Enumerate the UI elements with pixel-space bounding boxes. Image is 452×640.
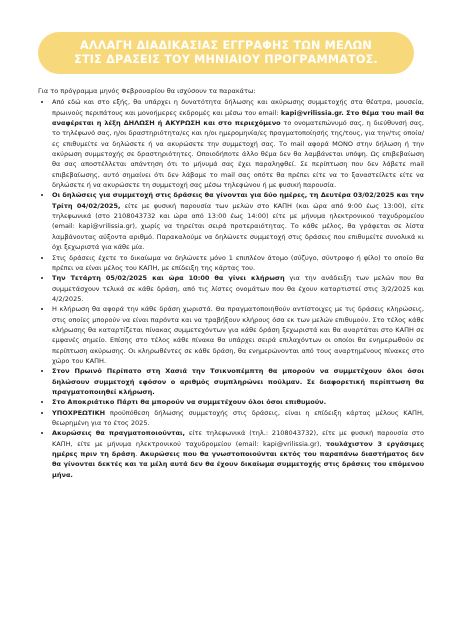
text-segment: Από εδώ και στο εξής, θα υπάρχει η δυνατότητα δήλωσης και ακύρωσης συμμετοχής στα θέατρα, μουσεία, πρωινούς περιπάτους και μονοήμερες εκδρομές και μέσω του email: <box>52 98 424 117</box>
list-item-registration-dates <box>52 190 424 252</box>
text-segment: για την ανάδειξη των μελών που θα συμμετάσχουν τελικά σε κάθε δράση, από τις λίστες ονομάτων που θα έχουν καταρτιστεί στις 3/2/2025 και 4/2/2025. <box>52 274 424 303</box>
bold-segment: Στο Αποκριάτικο Πάρτι θα μπορούν να συμμετέχουν όλοι όσοι επιθυμούν. <box>52 398 327 407</box>
bold-segment: τουλάχιστον 3 εργάσιμες ημέρες πριν τη δράση <box>52 439 425 459</box>
bold-segment: kapi@vrilissia.gr. Στο θέμα του mail θα αναφέρεται η λέξη ΔΗΛΩΣΗ ή ΑΚΥΡΩΣΗ και στο περιεχόμενο <box>52 108 424 128</box>
text-segment: είτε με φυσική παρουσία των μελών στο ΚΑΠΗ (και ώρα από 9:00 έως 13:00), είτε τηλεφωνικά (στο 2108043732 και ώρα από 13:00 έως 14:00) είτε με μήνυμα ηλεκτρονικού ταχυδρομείου (email: kapi@vrilissia.gr), χωρίς να τηρείται σειρά προτεραιότητας. Το κάθε μέλος, θα γράφεται σε λίστα λαμβάνοντας αύξοντα αριθμό. Παρακαλούμε να δηλώνετε συμμετοχή στις δράσεις που επιθυμείτε συνολικά κι όχι ξεχωριστά για κάθε μία. <box>52 201 424 252</box>
list-item-extra-person <box>52 253 424 274</box>
bold-segment: ΥΠΟΧΡΕΩΤΙΚΗ <box>52 408 106 417</box>
list-item-lottery-date <box>52 273 424 304</box>
list-item-cancellations <box>52 428 424 480</box>
title-banner <box>38 32 414 74</box>
text-segment: το ονοματεπώνυμό σας, η διεύθυνσή σας, το τηλέφωνό σας, η/οι δραστηριότητα/ες και η/οι ημερομηνία/ες πραγματοποίησής της/τους, για την/τις οποία/ες επιθυμείτε να δηλώσετε ή να ακυρώσετε την συμμετοχή σας. Το mail αφορά ΜΟΝΟ στην δήλωση ή την ακύρωση συμμετοχής σε δραστηριότητες. Οποιοδήποτε άλλο θέμα δεν θα λαμβάνεται υπόψη. Ως επιβεβαίωση θα σας αποστέλλεται απάντηση ότι το μήνυμά σας έχει παραληφθεί. Σε περίπτωση που δεν λάβετε mail επιβεβαίωσης, αυτό σημαίνει ότι δεν λάβαμε το mail σας οπότε θα πρέπει είτε να το ξαναστείλετε είτε να δηλώσετε ή να ακυρώσετε τη συμμετοχή σας μέσω τηλεφώνου ή με φυσική παρουσία. <box>52 119 425 190</box>
text-segment: . <box>135 450 141 459</box>
list-item-carnival-party <box>52 397 424 407</box>
text-segment: είτε τηλεφωνικά (τηλ.: 2108043732), είτε με φυσική παρουσία στο ΚΑΠΗ, είτε με μήνυμα ηλεκτρονικού ταχυδρομείου (email: kapi@vrilissia.gr), <box>52 429 424 448</box>
intro-text: Για το πρόγραμμα μηνός Φεβρουαρίου θα ισχύσουν τα παρακάτω: <box>38 87 256 95</box>
list-item-email-registration <box>52 97 424 190</box>
notice-body <box>38 86 424 480</box>
bold-segment: Ακυρώσεις θα πραγματοποιούνται, <box>52 429 185 438</box>
banner-title-line-2: ΣΤΙΣ ΔΡΑΣΕΙΣ ΤΟΥ ΜΗΝΙΑΙΟΥ ΠΡΟΓΡΑΜΜΑΤΟΣ. <box>74 53 378 66</box>
text-segment: Η κλήρωση θα αφορά την κάθε δράση χωριστά. Θα πραγματοποιηθούν αντίστοιχες με τις δράσεις κληρώσεις, στις οποίες μπορούν να είναι παρόντα και να τραβήξουν κλήρους όσα εκ των μελών επιθυμούν. Στο τέλος κάθε κλήρωσης θα καταρτίζεται πίνακας συμμετεχόντων για κάθε δράση ξεχωριστά και θα αναρτάται στο ΚΑΠΗ σε εμφανές σημείο. Επίσης στο τέλος κάθε πίνακα θα υπάρχει σειρά επιλαχόντων οι οποίοι θα ενημερωθούν σε περίπτωση ακύρωσης. Οι κληρωθέντες σε κάθε δράση, θα ενημερώνονται από τους αναρτημένους πίνακες στο χώρο του ΚΑΠΗ. <box>52 305 424 365</box>
list-item-morning-walk <box>52 366 424 397</box>
list-item-member-card <box>52 408 424 429</box>
list-item-lottery-process <box>52 304 424 366</box>
bold-segment: Ακυρώσεις που θα γνωστοποιούνται εκτός του παραπάνω διαστήματος δεν θα γίνονται δεκτές και τα μέλη αυτά δεν θα έχουν δικαίωμα συμμετοχής στις δράσεις του επόμενου μήνα. <box>52 450 425 479</box>
bold-segment: Την Τετάρτη 05/02/2025 και ώρα 10:00 θα γίνει κλήρωση <box>52 274 285 283</box>
banner-title-line-1: ΑΛΛΑΓΗ ΔΙΑΔΙΚΑΣΙΑΣ ΕΓΓΡΑΦΗΣ ΤΩΝ ΜΕΛΩΝ <box>80 39 372 52</box>
rules-list <box>38 97 424 480</box>
bold-segment: Στον Πρωινό Περίπατο στη Χασιά την Τσικνοπέμπτη θα μπορούν να συμμετέχουν όλοι όσοι δηλώσουν συμμετοχή εφόσον ο αριθμός συμπληρώνει πούλμαν. Σε διαφορετική περίπτωση θα πραγματοποιηθεί κλήρωση. <box>52 367 424 396</box>
text-segment: Στις δράσεις έχετε το δικαίωμα να δηλώνετε μόνο 1 επιπλέον άτομο (σύζυγο, σύντροφο ή φίλο) το οποίο θα πρέπει να είναι μέλος του ΚΑΠΗ, με επίδειξη της κάρτας του. <box>52 253 424 272</box>
text-segment: προϋπόθεση δήλωσης συμμετοχής στις δράσεις, είναι η επίδειξη κάρτας μέλους ΚΑΠΗ, θεωρημένη για το έτος 2025. <box>52 408 424 427</box>
bold-segment: Οι δηλώσεις για συμμετοχή στις δράσεις θα γίνονται για δύο ημέρες, τη Δευτέρα 03/02/2025 και την Τρίτη 04/02/2025, <box>52 191 424 210</box>
